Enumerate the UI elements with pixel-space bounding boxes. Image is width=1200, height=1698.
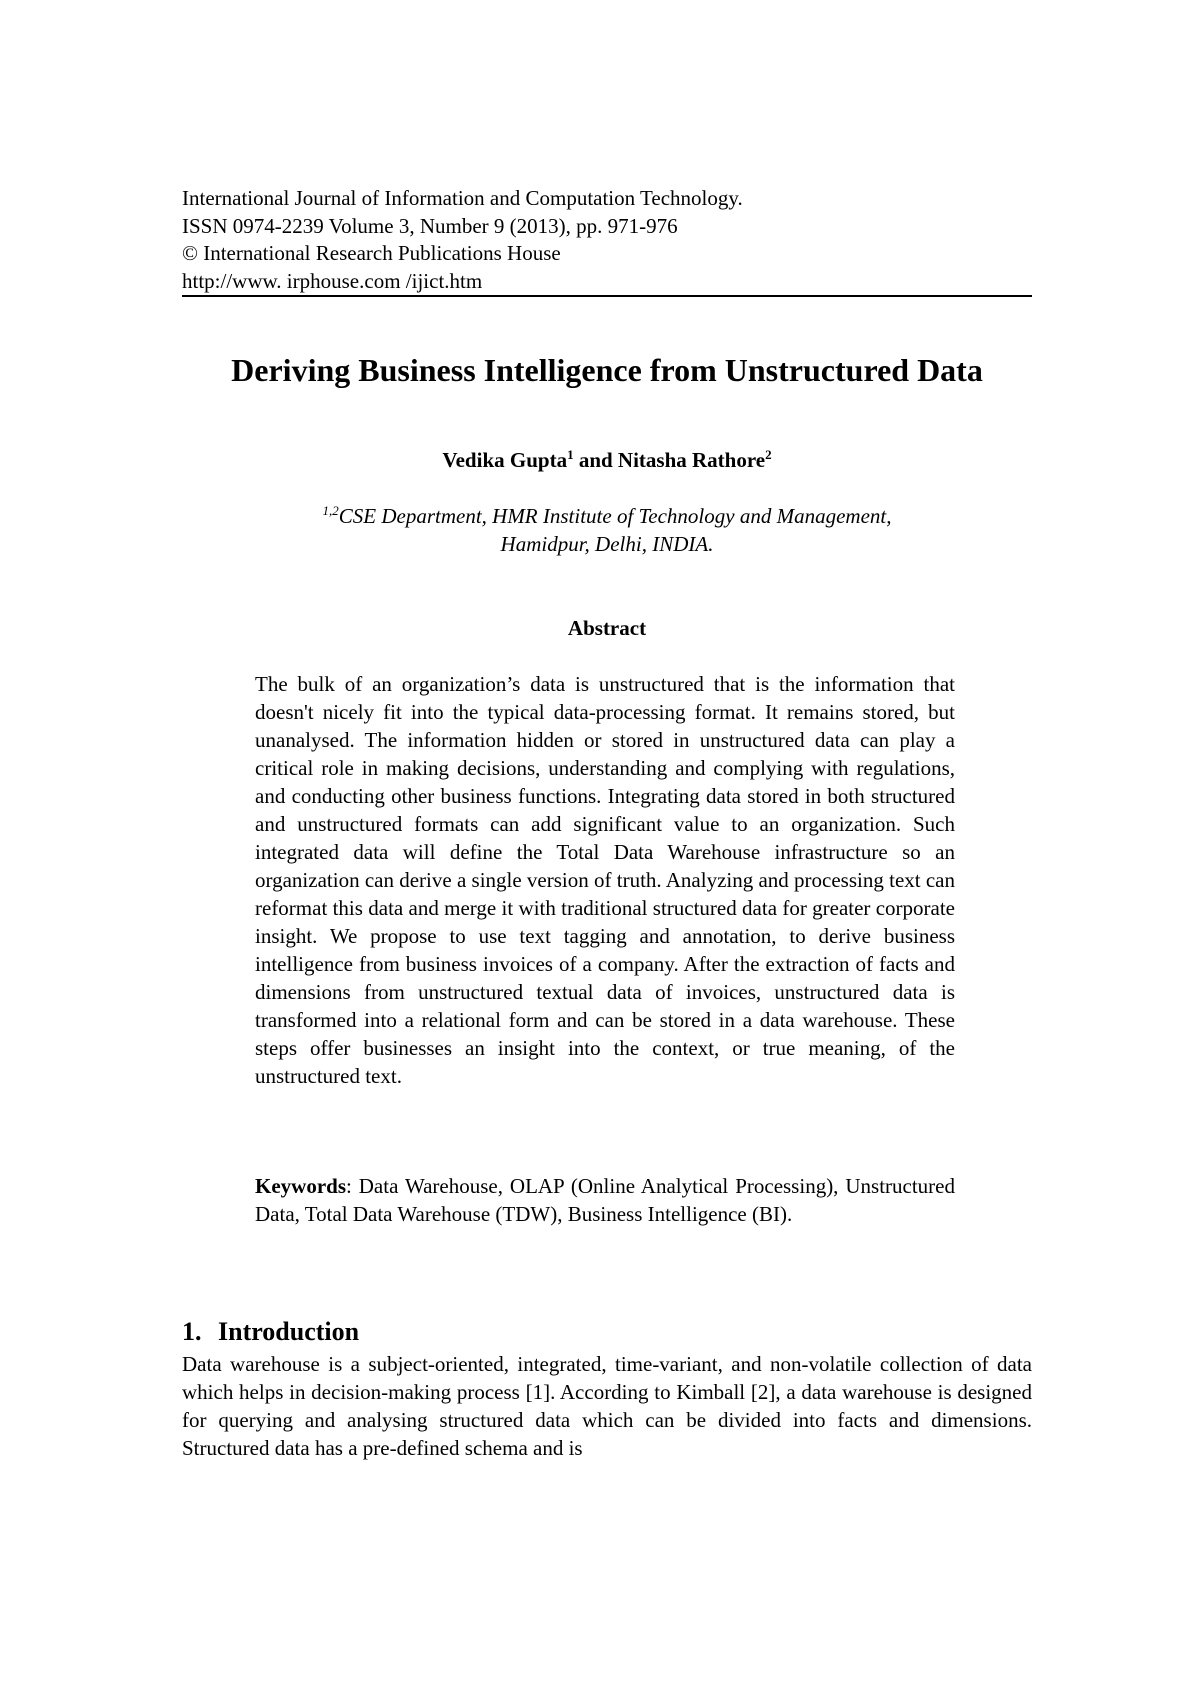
author-conjunction: and bbox=[573, 448, 618, 472]
journal-url: http://www. irphouse.com /ijict.htm bbox=[182, 268, 483, 293]
journal-header bbox=[182, 185, 1032, 295]
issn-volume-info: ISSN 0974-2239 Volume 3, Number 9 (2013), pp. 971-976 bbox=[182, 213, 678, 238]
keywords-paragraph bbox=[255, 1172, 955, 1228]
section-number: 1. bbox=[182, 1317, 202, 1346]
affiliation-line bbox=[182, 502, 1032, 530]
affiliation-marker: 1,2 bbox=[322, 503, 339, 518]
author-affiliation-marker: 2 bbox=[765, 447, 772, 462]
abstract-text: The bulk of an organization’s data is unstructured that is the information that doesn't nicely fit into the typical data-processing format. It remains stored, but unanalysed. The information hidden or stored in unstructured data can play a critical role in making decisions, understanding and complying with regulations, and conducting other business functions. Integrating data stored in both structured and unstructured formats can add significant value to an organization. Such integrated data will define the Total Data Warehouse infrastructure so an organization can derive a single version of truth. Analyzing and processing text can reformat this data and merge it with traditional structured data for greater corporate insight. We propose to use text tagging and annotation, to derive business intelligence from business invoices of a company. After the extraction of facts and dimensions from unstructured textual data of invoices, unstructured data is transformed into a relational form and can be stored in a data warehouse. These steps offer businesses an insight into the context, or true meaning, of the unstructured text. bbox=[255, 672, 955, 1088]
author-name: Vedika Gupta bbox=[442, 448, 568, 472]
section-title: Introduction bbox=[218, 1317, 360, 1346]
abstract-heading: Abstract bbox=[567, 616, 647, 640]
affiliation-location: Hamidpur, Delhi, INDIA. bbox=[500, 532, 714, 556]
section-heading-introduction bbox=[182, 1316, 1032, 1348]
header-divider bbox=[182, 295, 1032, 297]
keywords-label: Keywords bbox=[255, 1174, 346, 1198]
introduction-paragraph: Data warehouse is a subject-oriented, integrated, time-variant, and non-volatile collection of data which helps in decision-making process [1]. According to Kimball [2], a data warehouse is designed for querying and analysing structured data which can be divided into facts and dimensions. Structured data has a pre-defined schema and is bbox=[182, 1352, 1032, 1460]
author-name: Nitasha Rathore bbox=[617, 448, 766, 472]
affiliation-department: CSE Department, HMR Institute of Technology and Management, bbox=[338, 504, 892, 528]
paper-title: Deriving Business Intelligence from Unstructured Data bbox=[231, 352, 983, 388]
affiliation bbox=[182, 502, 1032, 558]
author-list bbox=[182, 446, 1032, 474]
keywords-list: : Data Warehouse, OLAP (Online Analytical Processing), Unstructured Data, Total Data Warehouse (TDW), Business Intelligence (BI). bbox=[255, 1174, 955, 1226]
journal-name: International Journal of Information and Computation Technology. bbox=[182, 186, 743, 210]
author-affiliation-marker: 1 bbox=[567, 447, 574, 462]
publisher-copyright: © International Research Publications House bbox=[182, 241, 561, 265]
